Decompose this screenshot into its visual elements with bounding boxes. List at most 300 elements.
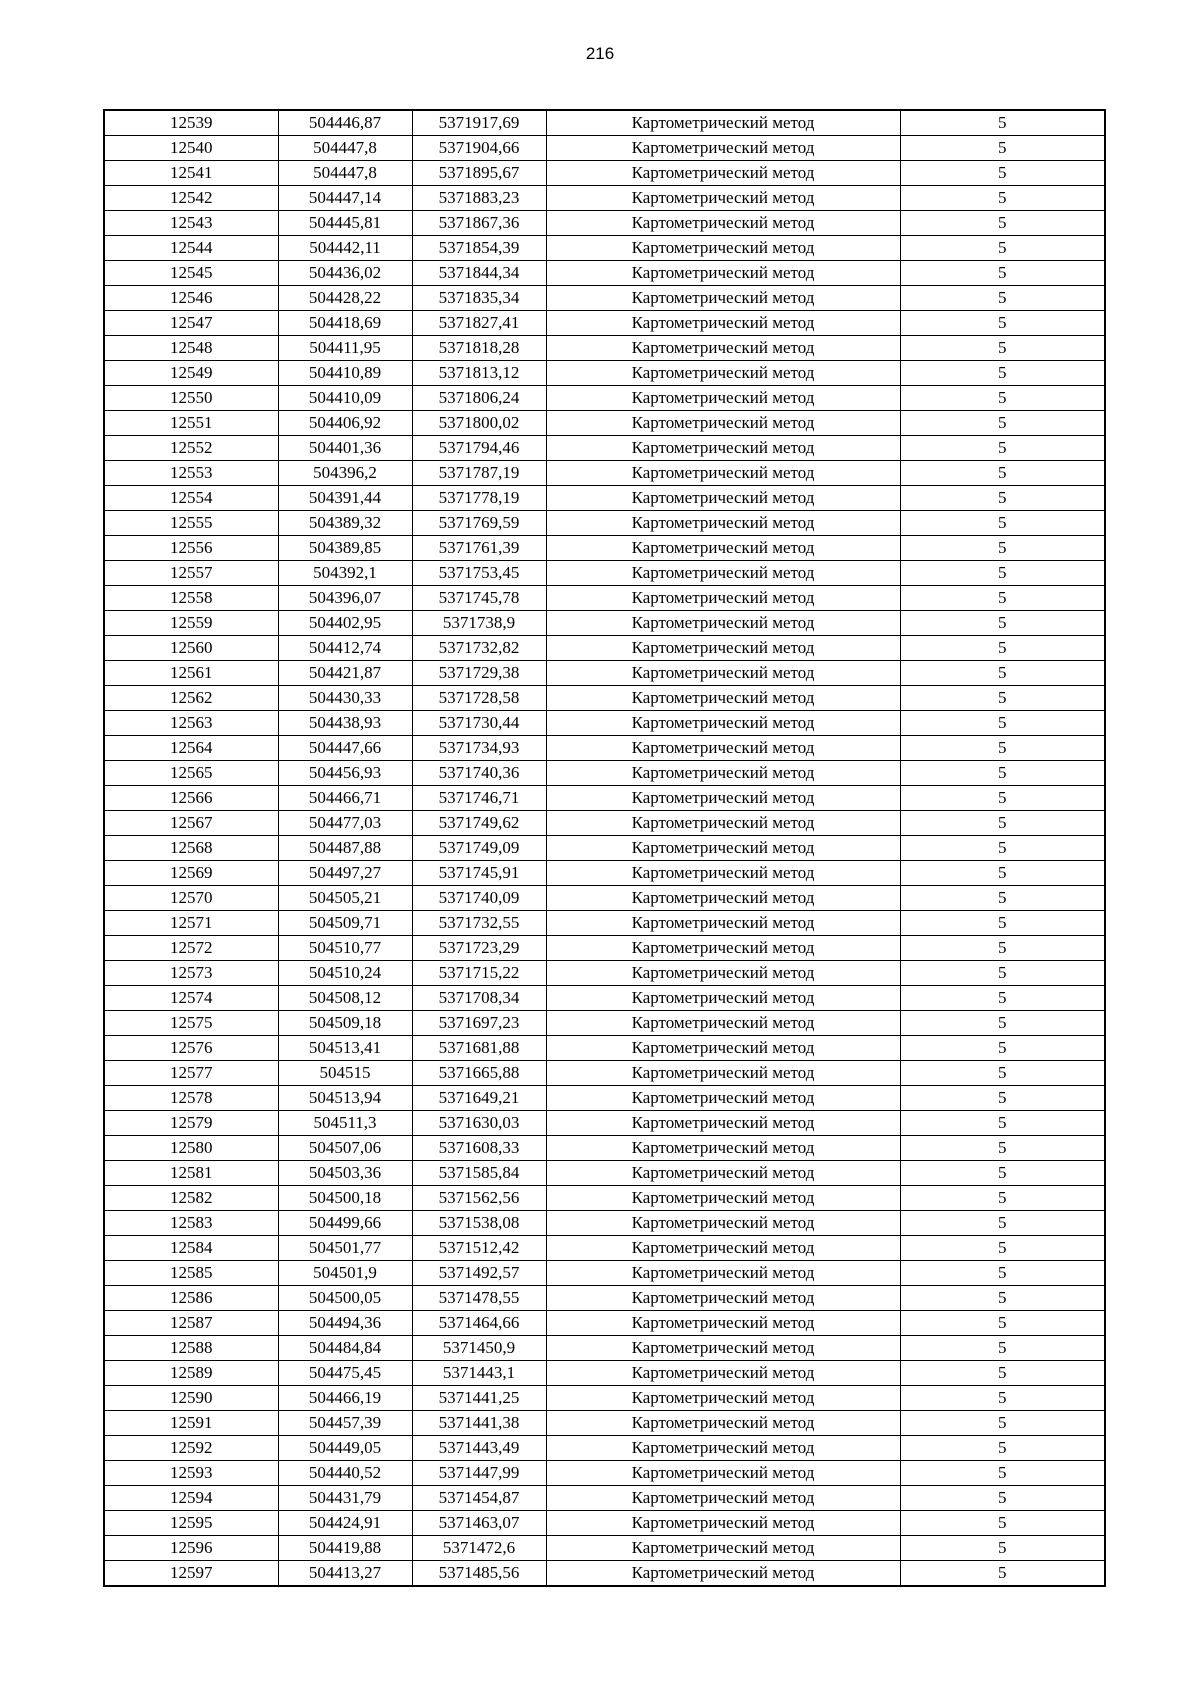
table-row [104,536,1105,561]
table-row [104,1311,1105,1336]
method-cell: Картометрический метод [546,261,900,286]
x-coordinate-cell: 504505,21 [278,886,412,911]
point-number-cell: 12542 [104,186,278,211]
method-cell: Картометрический метод [546,1486,900,1511]
accuracy-cell: 5 [900,411,1105,436]
table-row [104,986,1105,1011]
accuracy-cell: 5 [900,436,1105,461]
x-coordinate-cell: 504466,71 [278,786,412,811]
method-cell: Картометрический метод [546,1361,900,1386]
method-cell: Картометрический метод [546,286,900,311]
y-coordinate-cell: 5371715,22 [412,961,546,986]
y-coordinate-cell: 5371883,23 [412,186,546,211]
y-coordinate-cell: 5371818,28 [412,336,546,361]
accuracy-cell: 5 [900,336,1105,361]
table-row [104,386,1105,411]
table-row [104,1111,1105,1136]
method-cell: Картометрический метод [546,736,900,761]
table-row [104,161,1105,186]
point-number-cell: 12582 [104,1186,278,1211]
point-number-cell: 12540 [104,136,278,161]
y-coordinate-cell: 5371761,39 [412,536,546,561]
table-row [104,1161,1105,1186]
x-coordinate-cell: 504431,79 [278,1486,412,1511]
y-coordinate-cell: 5371443,49 [412,1436,546,1461]
method-cell: Картометрический метод [546,536,900,561]
accuracy-cell: 5 [900,1461,1105,1486]
y-coordinate-cell: 5371787,19 [412,461,546,486]
accuracy-cell: 5 [900,736,1105,761]
x-coordinate-cell: 504406,92 [278,411,412,436]
method-cell: Картометрический метод [546,311,900,336]
x-coordinate-cell: 504447,66 [278,736,412,761]
point-number-cell: 12547 [104,311,278,336]
x-coordinate-cell: 504509,18 [278,1011,412,1036]
y-coordinate-cell: 5371854,39 [412,236,546,261]
y-coordinate-cell: 5371441,25 [412,1386,546,1411]
accuracy-cell: 5 [900,386,1105,411]
point-number-cell: 12594 [104,1486,278,1511]
accuracy-cell: 5 [900,361,1105,386]
method-cell: Картометрический метод [546,1011,900,1036]
accuracy-cell: 5 [900,1486,1105,1511]
method-cell: Картометрический метод [546,1511,900,1536]
point-number-cell: 12550 [104,386,278,411]
point-number-cell: 12568 [104,836,278,861]
point-number-cell: 12539 [104,110,278,136]
x-coordinate-cell: 504513,41 [278,1036,412,1061]
x-coordinate-cell: 504447,14 [278,186,412,211]
table-row [104,836,1105,861]
x-coordinate-cell: 504511,3 [278,1111,412,1136]
x-coordinate-cell: 504500,18 [278,1186,412,1211]
point-number-cell: 12548 [104,336,278,361]
method-cell: Картометрический метод [546,1461,900,1486]
y-coordinate-cell: 5371745,78 [412,586,546,611]
x-coordinate-cell: 504456,93 [278,761,412,786]
point-number-cell: 12549 [104,361,278,386]
point-number-cell: 12564 [104,736,278,761]
x-coordinate-cell: 504391,44 [278,486,412,511]
y-coordinate-cell: 5371867,36 [412,211,546,236]
accuracy-cell: 5 [900,261,1105,286]
table-row [104,1436,1105,1461]
y-coordinate-cell: 5371697,23 [412,1011,546,1036]
table-row [104,761,1105,786]
table-row [104,886,1105,911]
y-coordinate-cell: 5371478,55 [412,1286,546,1311]
accuracy-cell: 5 [900,1536,1105,1561]
accuracy-cell: 5 [900,286,1105,311]
table-row [104,586,1105,611]
method-cell: Картометрический метод [546,161,900,186]
table-row [104,436,1105,461]
accuracy-cell: 5 [900,636,1105,661]
point-number-cell: 12595 [104,1511,278,1536]
point-number-cell: 12555 [104,511,278,536]
point-number-cell: 12563 [104,711,278,736]
method-cell: Картометрический метод [546,511,900,536]
point-number-cell: 12565 [104,761,278,786]
accuracy-cell: 5 [900,1011,1105,1036]
y-coordinate-cell: 5371649,21 [412,1086,546,1111]
y-coordinate-cell: 5371753,45 [412,561,546,586]
y-coordinate-cell: 5371447,99 [412,1461,546,1486]
table-row [104,211,1105,236]
table-row [104,1336,1105,1361]
accuracy-cell: 5 [900,136,1105,161]
table-row [104,1486,1105,1511]
method-cell: Картометрический метод [546,386,900,411]
x-coordinate-cell: 504419,88 [278,1536,412,1561]
table-row [104,611,1105,636]
y-coordinate-cell: 5371443,1 [412,1361,546,1386]
table-row [104,1411,1105,1436]
x-coordinate-cell: 504440,52 [278,1461,412,1486]
method-cell: Картометрический метод [546,1136,900,1161]
x-coordinate-cell: 504402,95 [278,611,412,636]
accuracy-cell: 5 [900,1111,1105,1136]
y-coordinate-cell: 5371778,19 [412,486,546,511]
point-number-cell: 12566 [104,786,278,811]
accuracy-cell: 5 [900,1411,1105,1436]
point-number-cell: 12584 [104,1236,278,1261]
y-coordinate-cell: 5371827,41 [412,311,546,336]
point-number-cell: 12593 [104,1461,278,1486]
x-coordinate-cell: 504513,94 [278,1086,412,1111]
table-row [104,811,1105,836]
accuracy-cell: 5 [900,211,1105,236]
x-coordinate-cell: 504457,39 [278,1411,412,1436]
y-coordinate-cell: 5371562,56 [412,1186,546,1211]
x-coordinate-cell: 504510,24 [278,961,412,986]
accuracy-cell: 5 [900,1136,1105,1161]
table-row [104,911,1105,936]
point-number-cell: 12574 [104,986,278,1011]
point-number-cell: 12585 [104,1261,278,1286]
method-cell: Картометрический метод [546,361,900,386]
y-coordinate-cell: 5371917,69 [412,110,546,136]
point-number-cell: 12578 [104,1086,278,1111]
method-cell: Картометрический метод [546,186,900,211]
y-coordinate-cell: 5371806,24 [412,386,546,411]
point-number-cell: 12577 [104,1061,278,1086]
page-number: 216 [585,44,615,63]
x-coordinate-cell: 504510,77 [278,936,412,961]
accuracy-cell: 5 [900,461,1105,486]
x-coordinate-cell: 504503,36 [278,1161,412,1186]
table-row [104,1261,1105,1286]
method-cell: Картометрический метод [546,1286,900,1311]
method-cell: Картометрический метод [546,411,900,436]
table-row [104,411,1105,436]
y-coordinate-cell: 5371454,87 [412,1486,546,1511]
point-number-cell: 12583 [104,1211,278,1236]
accuracy-cell: 5 [900,861,1105,886]
method-cell: Картометрический метод [546,1111,900,1136]
point-number-cell: 12569 [104,861,278,886]
accuracy-cell: 5 [900,961,1105,986]
method-cell: Картометрический метод [546,661,900,686]
x-coordinate-cell: 504428,22 [278,286,412,311]
point-number-cell: 12579 [104,1111,278,1136]
point-number-cell: 12560 [104,636,278,661]
y-coordinate-cell: 5371745,91 [412,861,546,886]
table-row [104,1361,1105,1386]
x-coordinate-cell: 504424,91 [278,1511,412,1536]
accuracy-cell: 5 [900,161,1105,186]
accuracy-cell: 5 [900,536,1105,561]
point-number-cell: 12567 [104,811,278,836]
accuracy-cell: 5 [900,1086,1105,1111]
table-row [104,110,1105,136]
y-coordinate-cell: 5371472,6 [412,1536,546,1561]
x-coordinate-cell: 504487,88 [278,836,412,861]
point-number-cell: 12562 [104,686,278,711]
point-number-cell: 12587 [104,1311,278,1336]
x-coordinate-cell: 504445,81 [278,211,412,236]
method-cell: Картометрический метод [546,211,900,236]
x-coordinate-cell: 504392,1 [278,561,412,586]
method-cell: Картометрический метод [546,1436,900,1461]
x-coordinate-cell: 504447,8 [278,161,412,186]
point-number-cell: 12544 [104,236,278,261]
method-cell: Картометрический метод [546,136,900,161]
table-row [104,136,1105,161]
point-number-cell: 12571 [104,911,278,936]
x-coordinate-cell: 504477,03 [278,811,412,836]
table-row [104,1561,1105,1587]
accuracy-cell: 5 [900,486,1105,511]
point-number-cell: 12546 [104,286,278,311]
x-coordinate-cell: 504421,87 [278,661,412,686]
y-coordinate-cell: 5371800,02 [412,411,546,436]
x-coordinate-cell: 504447,8 [278,136,412,161]
point-number-cell: 12592 [104,1436,278,1461]
table-row [104,786,1105,811]
x-coordinate-cell: 504389,32 [278,511,412,536]
y-coordinate-cell: 5371746,71 [412,786,546,811]
x-coordinate-cell: 504466,19 [278,1386,412,1411]
y-coordinate-cell: 5371844,34 [412,261,546,286]
point-number-cell: 12559 [104,611,278,636]
accuracy-cell: 5 [900,110,1105,136]
y-coordinate-cell: 5371749,62 [412,811,546,836]
method-cell: Картометрический метод [546,336,900,361]
x-coordinate-cell: 504396,07 [278,586,412,611]
y-coordinate-cell: 5371732,82 [412,636,546,661]
method-cell: Картометрический метод [546,561,900,586]
x-coordinate-cell: 504508,12 [278,986,412,1011]
x-coordinate-cell: 504430,33 [278,686,412,711]
y-coordinate-cell: 5371464,66 [412,1311,546,1336]
table-row [104,1086,1105,1111]
table-row [104,1036,1105,1061]
x-coordinate-cell: 504501,77 [278,1236,412,1261]
method-cell: Картометрический метод [546,636,900,661]
accuracy-cell: 5 [900,1286,1105,1311]
method-cell: Картометрический метод [546,1261,900,1286]
table-row [104,1136,1105,1161]
method-cell: Картометрический метод [546,486,900,511]
method-cell: Картометрический метод [546,1336,900,1361]
method-cell: Картометрический метод [546,936,900,961]
accuracy-cell: 5 [900,236,1105,261]
method-cell: Картометрический метод [546,1186,900,1211]
method-cell: Картометрический метод [546,1236,900,1261]
point-number-cell: 12573 [104,961,278,986]
y-coordinate-cell: 5371723,29 [412,936,546,961]
accuracy-cell: 5 [900,761,1105,786]
accuracy-cell: 5 [900,811,1105,836]
x-coordinate-cell: 504500,05 [278,1286,412,1311]
method-cell: Картометрический метод [546,1211,900,1236]
y-coordinate-cell: 5371835,34 [412,286,546,311]
y-coordinate-cell: 5371738,9 [412,611,546,636]
accuracy-cell: 5 [900,1261,1105,1286]
accuracy-cell: 5 [900,911,1105,936]
point-number-cell: 12590 [104,1386,278,1411]
y-coordinate-cell: 5371895,67 [412,161,546,186]
table-row [104,686,1105,711]
table-row [104,311,1105,336]
x-coordinate-cell: 504442,11 [278,236,412,261]
method-cell: Картометрический метод [546,836,900,861]
accuracy-cell: 5 [900,836,1105,861]
table-row [104,1211,1105,1236]
point-number-cell: 12553 [104,461,278,486]
x-coordinate-cell: 504418,69 [278,311,412,336]
accuracy-cell: 5 [900,561,1105,586]
method-cell: Картометрический метод [546,461,900,486]
y-coordinate-cell: 5371585,84 [412,1161,546,1186]
table-row [104,861,1105,886]
method-cell: Картометрический метод [546,1311,900,1336]
table-row [104,1461,1105,1486]
y-coordinate-cell: 5371794,46 [412,436,546,461]
accuracy-cell: 5 [900,1061,1105,1086]
method-cell: Картометрический метод [546,761,900,786]
method-cell: Картометрический метод [546,686,900,711]
y-coordinate-cell: 5371740,09 [412,886,546,911]
method-cell: Картометрический метод [546,436,900,461]
accuracy-cell: 5 [900,936,1105,961]
x-coordinate-cell: 504449,05 [278,1436,412,1461]
accuracy-cell: 5 [900,1386,1105,1411]
method-cell: Картометрический метод [546,986,900,1011]
y-coordinate-cell: 5371450,9 [412,1336,546,1361]
y-coordinate-cell: 5371463,07 [412,1511,546,1536]
y-coordinate-cell: 5371708,34 [412,986,546,1011]
method-cell: Картометрический метод [546,811,900,836]
y-coordinate-cell: 5371728,58 [412,686,546,711]
accuracy-cell: 5 [900,1361,1105,1386]
point-number-cell: 12543 [104,211,278,236]
x-coordinate-cell: 504494,36 [278,1311,412,1336]
x-coordinate-cell: 504446,87 [278,110,412,136]
table-row [104,961,1105,986]
coordinates-table-body [104,110,1105,1586]
table-row [104,561,1105,586]
x-coordinate-cell: 504436,02 [278,261,412,286]
x-coordinate-cell: 504412,74 [278,636,412,661]
y-coordinate-cell: 5371665,88 [412,1061,546,1086]
accuracy-cell: 5 [900,1561,1105,1587]
accuracy-cell: 5 [900,986,1105,1011]
table-row [104,661,1105,686]
table-row [104,186,1105,211]
point-number-cell: 12541 [104,161,278,186]
accuracy-cell: 5 [900,661,1105,686]
point-number-cell: 12552 [104,436,278,461]
method-cell: Картометрический метод [546,711,900,736]
method-cell: Картометрический метод [546,886,900,911]
method-cell: Картометрический метод [546,1061,900,1086]
method-cell: Картометрический метод [546,1161,900,1186]
y-coordinate-cell: 5371485,56 [412,1561,546,1587]
table-row [104,486,1105,511]
point-number-cell: 12597 [104,1561,278,1587]
x-coordinate-cell: 504410,09 [278,386,412,411]
x-coordinate-cell: 504499,66 [278,1211,412,1236]
y-coordinate-cell: 5371681,88 [412,1036,546,1061]
method-cell: Картометрический метод [546,1536,900,1561]
method-cell: Картометрический метод [546,586,900,611]
table-row [104,1061,1105,1086]
method-cell: Картометрический метод [546,110,900,136]
accuracy-cell: 5 [900,1436,1105,1461]
y-coordinate-cell: 5371538,08 [412,1211,546,1236]
x-coordinate-cell: 504501,9 [278,1261,412,1286]
accuracy-cell: 5 [900,1311,1105,1336]
point-number-cell: 12586 [104,1286,278,1311]
method-cell: Картометрический метод [546,861,900,886]
accuracy-cell: 5 [900,1336,1105,1361]
point-number-cell: 12576 [104,1036,278,1061]
method-cell: Картометрический метод [546,611,900,636]
table-row [104,286,1105,311]
point-number-cell: 12570 [104,886,278,911]
y-coordinate-cell: 5371769,59 [412,511,546,536]
y-coordinate-cell: 5371732,55 [412,911,546,936]
point-number-cell: 12591 [104,1411,278,1436]
x-coordinate-cell: 504515 [278,1061,412,1086]
x-coordinate-cell: 504389,85 [278,536,412,561]
y-coordinate-cell: 5371904,66 [412,136,546,161]
x-coordinate-cell: 504401,36 [278,436,412,461]
accuracy-cell: 5 [900,1186,1105,1211]
point-number-cell: 12572 [104,936,278,961]
point-number-cell: 12554 [104,486,278,511]
table-row [104,361,1105,386]
table-row [104,711,1105,736]
y-coordinate-cell: 5371441,38 [412,1411,546,1436]
point-number-cell: 12556 [104,536,278,561]
method-cell: Картометрический метод [546,1561,900,1587]
table-row [104,736,1105,761]
x-coordinate-cell: 504413,27 [278,1561,412,1587]
accuracy-cell: 5 [900,611,1105,636]
x-coordinate-cell: 504438,93 [278,711,412,736]
table-row [104,261,1105,286]
accuracy-cell: 5 [900,1161,1105,1186]
method-cell: Картометрический метод [546,1036,900,1061]
table-row [104,336,1105,361]
point-number-cell: 12581 [104,1161,278,1186]
y-coordinate-cell: 5371729,38 [412,661,546,686]
accuracy-cell: 5 [900,786,1105,811]
table-row [104,511,1105,536]
